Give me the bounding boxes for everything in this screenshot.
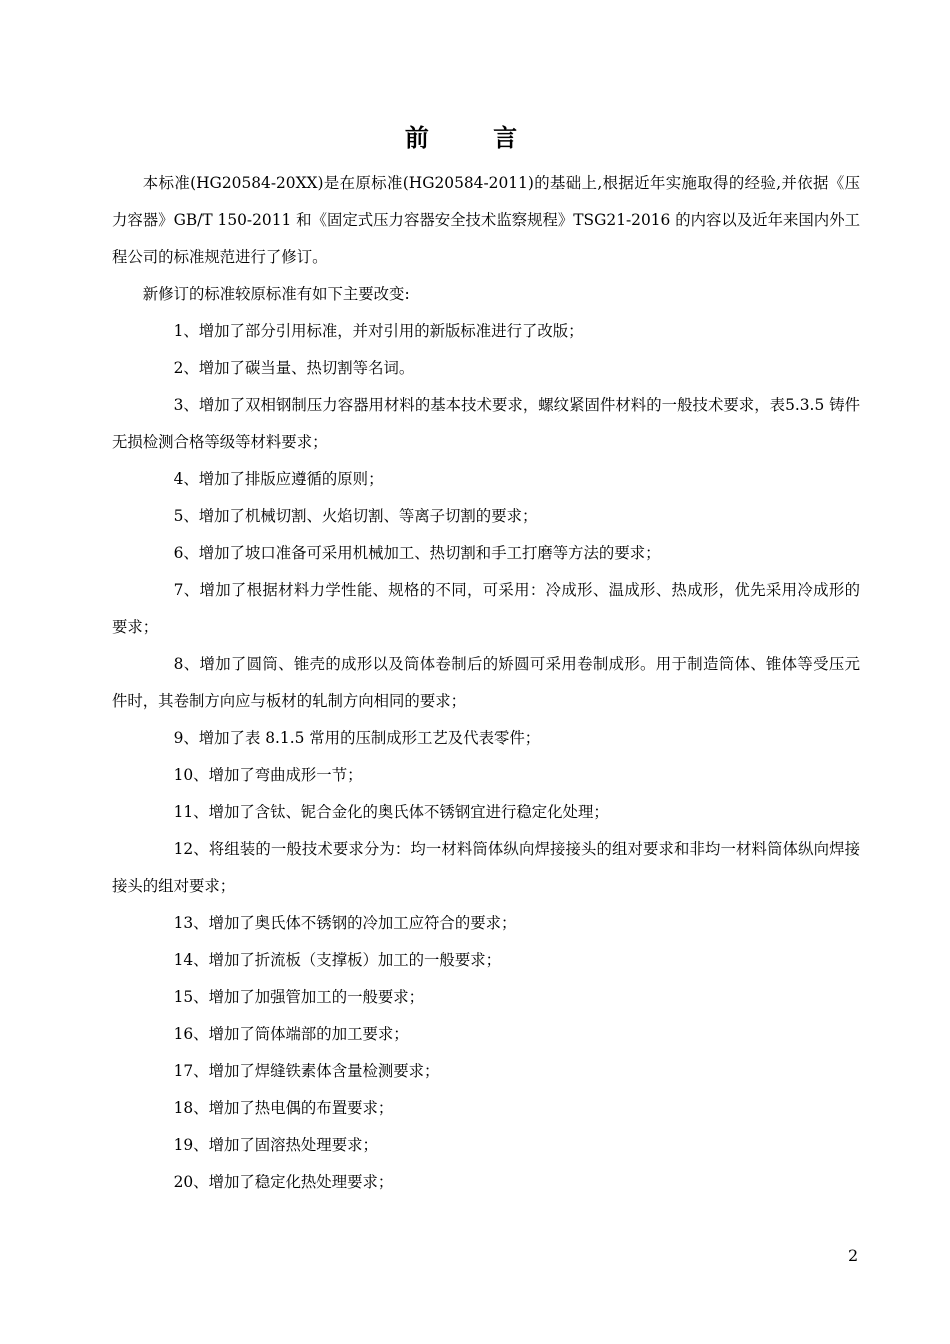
list-item: 10、增加了弯曲成形一节； <box>173 766 363 784</box>
list-item: 2、增加了碳当量、热切割等名词。 <box>173 359 415 377</box>
list-item: 7、增加了根据材料力学性能、规格的不同，可采用：冷成形、温成形、热成形，优先采用冷成形的要求； <box>112 581 860 636</box>
list-item: 8、增加了圆筒、锥壳的成形以及筒体卷制后的矫圆可采用卷制成形。用于制造筒体、锥体等受压元件时，其卷制方向应与板材的轧制方向相同的要求； <box>112 655 860 710</box>
list-item: 17、增加了焊缝铁素体含量检测要求； <box>173 1062 440 1080</box>
document-body <box>112 165 860 1201</box>
changes-list <box>112 313 860 1201</box>
list-item: 20、增加了稳定化热处理要求； <box>173 1173 394 1191</box>
list-item: 13、增加了奥氏体不锈钢的冷加工应符合的要求； <box>173 914 517 932</box>
list-item: 3、增加了双相钢制压力容器用材料的基本技术要求，螺纹紧固件材料的一般技术要求，表5.3.5 铸件无损检测合格等级等材料要求； <box>112 396 860 451</box>
list-item: 11、增加了含钛、铌合金化的奥氏体不锈钢宜进行稳定化处理； <box>173 803 609 821</box>
list-item: 12、将组装的一般技术要求分为：均一材料筒体纵向焊接接头的组对要求和非均一材料筒体纵向焊接接头的组对要求； <box>112 840 860 895</box>
list-item: 18、增加了热电偶的布置要求； <box>173 1099 394 1117</box>
list-item: 15、增加了加强管加工的一般要求； <box>173 988 425 1006</box>
list-item: 5、增加了机械切割、火焰切割、等离子切割的要求； <box>173 507 538 525</box>
intro-paragraph: 本标准(HG20584-20XX)是在原标准(HG20584-2011)的基础上,根据近年实施取得的经验,并依据《压力容器》GB/T 150-2011 和《固定式压力容器安全技术监察规程》TSG21-2016 的内容以及近年来国内外工程公司的标准规范进行了修订。 <box>112 174 860 266</box>
changes-intro: 新修订的标准较原标准有如下主要改变: <box>142 285 410 303</box>
list-item: 19、增加了固溶热处理要求； <box>173 1136 378 1154</box>
page-title: 前 言 <box>404 123 546 152</box>
list-item: 6、增加了坡口准备可采用机械加工、热切割和手工打磨等方法的要求； <box>173 544 661 562</box>
list-item: 4、增加了排版应遵循的原则； <box>173 470 384 488</box>
page-number: 2 <box>848 1246 859 1265</box>
list-item: 1、增加了部分引用标准，并对引用的新版标准进行了改版； <box>173 322 584 340</box>
list-item: 9、增加了表 8.1.5 常用的压制成形工艺及代表零件； <box>173 729 541 747</box>
list-item: 14、增加了折流板（支撑板）加工的一般要求； <box>173 951 501 969</box>
list-item: 16、增加了筒体端部的加工要求； <box>173 1025 409 1043</box>
